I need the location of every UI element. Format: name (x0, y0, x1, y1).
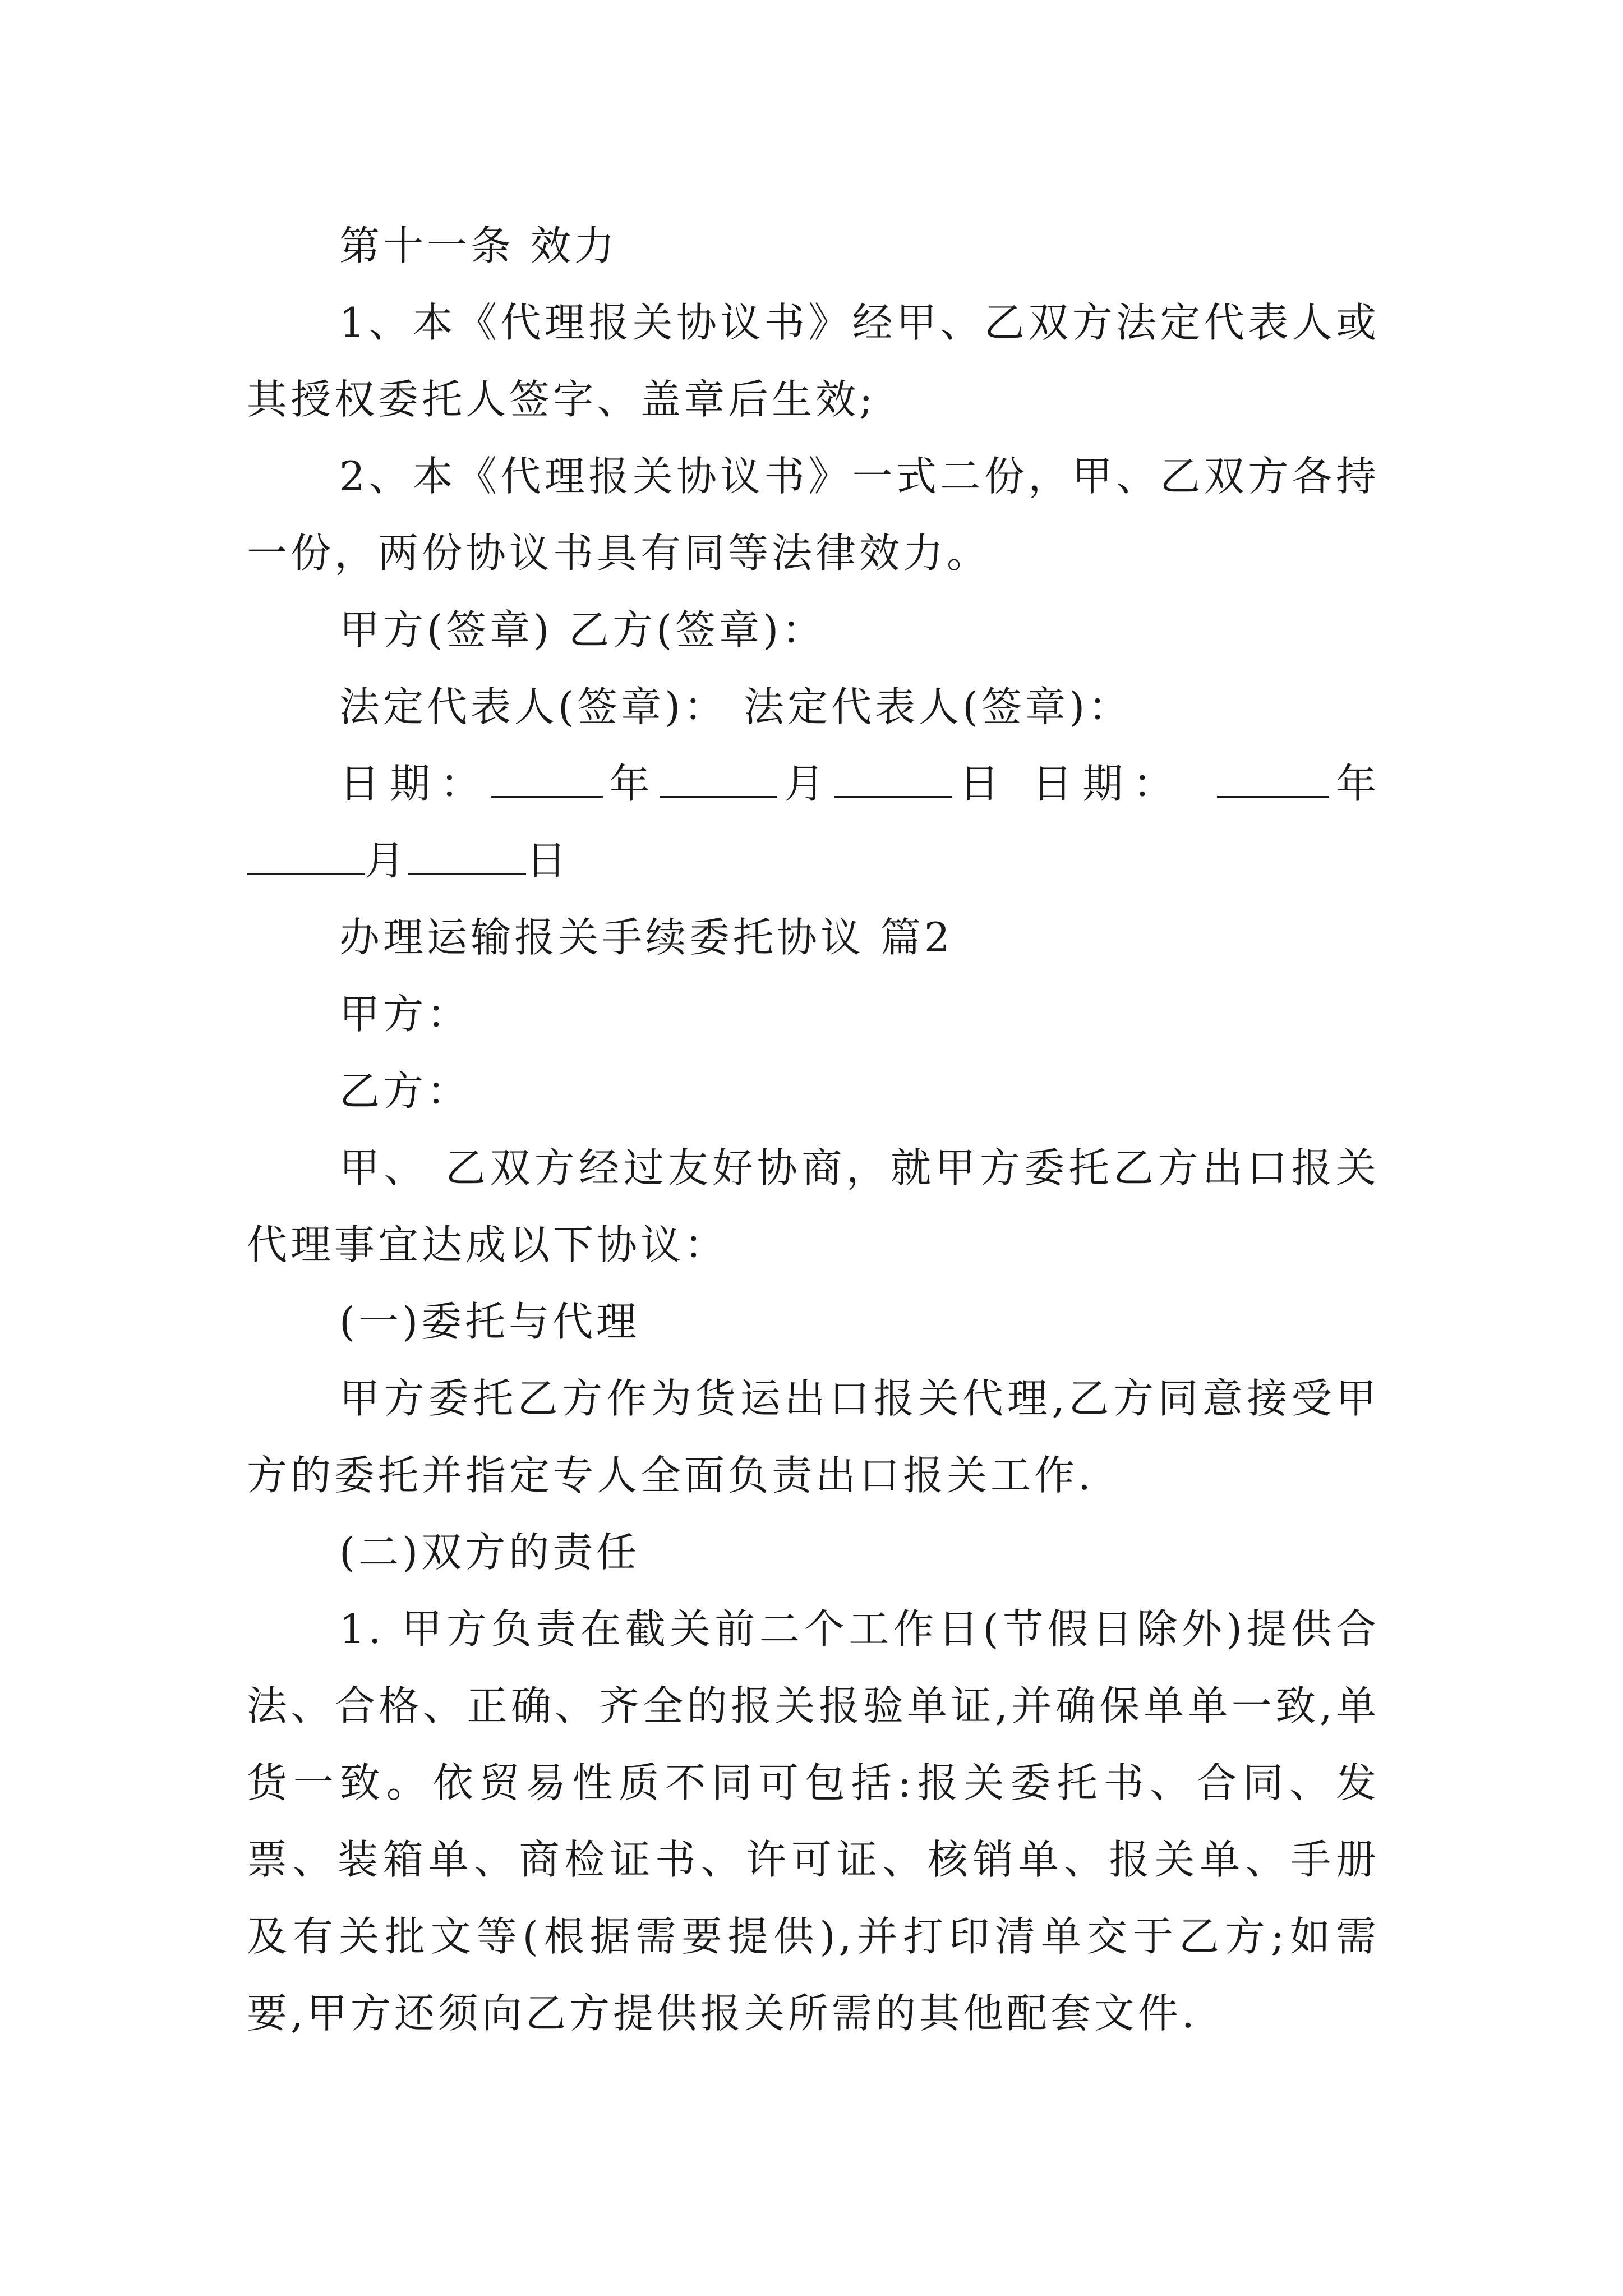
year-blank (1217, 762, 1329, 798)
clause-1-body: 甲方委托乙方作为货运出口报关代理,乙方同意接受甲方的委托并指定专人全面负责出口报关工作. (247, 1375, 1380, 1499)
year-label: 年 (602, 760, 660, 807)
date-label: 日期： (1009, 760, 1184, 807)
agreement-2-title: 办理运输报关手续委托协议 篇2 (339, 914, 953, 961)
month-label: 月 (777, 760, 835, 807)
day-blank (834, 762, 952, 798)
document-page (247, 208, 1380, 2052)
clause-2-item-1: 1. 甲方负责在截关前二个工作日(节假日除外)提供合法、合格、正确、齐全的报关报验单证,并确保单单一致,单货一致。依贸易性质不同可包括:报关委托书、合同、发票、装箱单、商检证书、许可证、核销单、报关单、手册及有关批文等(根据需要提供),并打印清单交于乙方;如需要,甲方还须向乙方提供报关所需的其他配套文件. (247, 1605, 1380, 2037)
signature-date-line (247, 746, 1380, 899)
year-label: 年 (1329, 760, 1380, 807)
agreement-intro: 甲、 乙双方经过友好协商，就甲方委托乙方出口报关代理事宜达成以下协议： (247, 1144, 1380, 1268)
signature-representative-line: 法定代表人(签章)： 法定代表人(签章)： (339, 683, 1132, 730)
party-a-line: 甲方： (339, 991, 471, 1038)
section-11-title: 第十一条 效力 (339, 222, 618, 269)
day-label: 日 (952, 760, 1009, 807)
month-label: 月 (365, 837, 409, 884)
clause-2-title: (二)双方的责任 (339, 1529, 640, 1576)
month-blank (660, 762, 777, 798)
section-11-item-2: 2、本《代理报关协议书》一式二份，甲、乙双方各持一份，两份协议书具有同等法律效力。 (247, 453, 1380, 577)
clause-1-title: (一)委托与代理 (339, 1298, 640, 1345)
day-label: 日 (526, 837, 570, 884)
year-blank (491, 762, 603, 798)
section-11-item-1: 1、本《代理报关协议书》经甲、乙双方法定代表人或其授权委托人签字、盖章后生效; (247, 299, 1380, 423)
signature-party-line: 甲方(签章) 乙方(签章)： (339, 606, 826, 654)
date-label: 日期： (339, 760, 491, 807)
party-b-line: 乙方： (339, 1068, 471, 1115)
day-blank (408, 839, 526, 875)
month-blank (247, 839, 365, 875)
